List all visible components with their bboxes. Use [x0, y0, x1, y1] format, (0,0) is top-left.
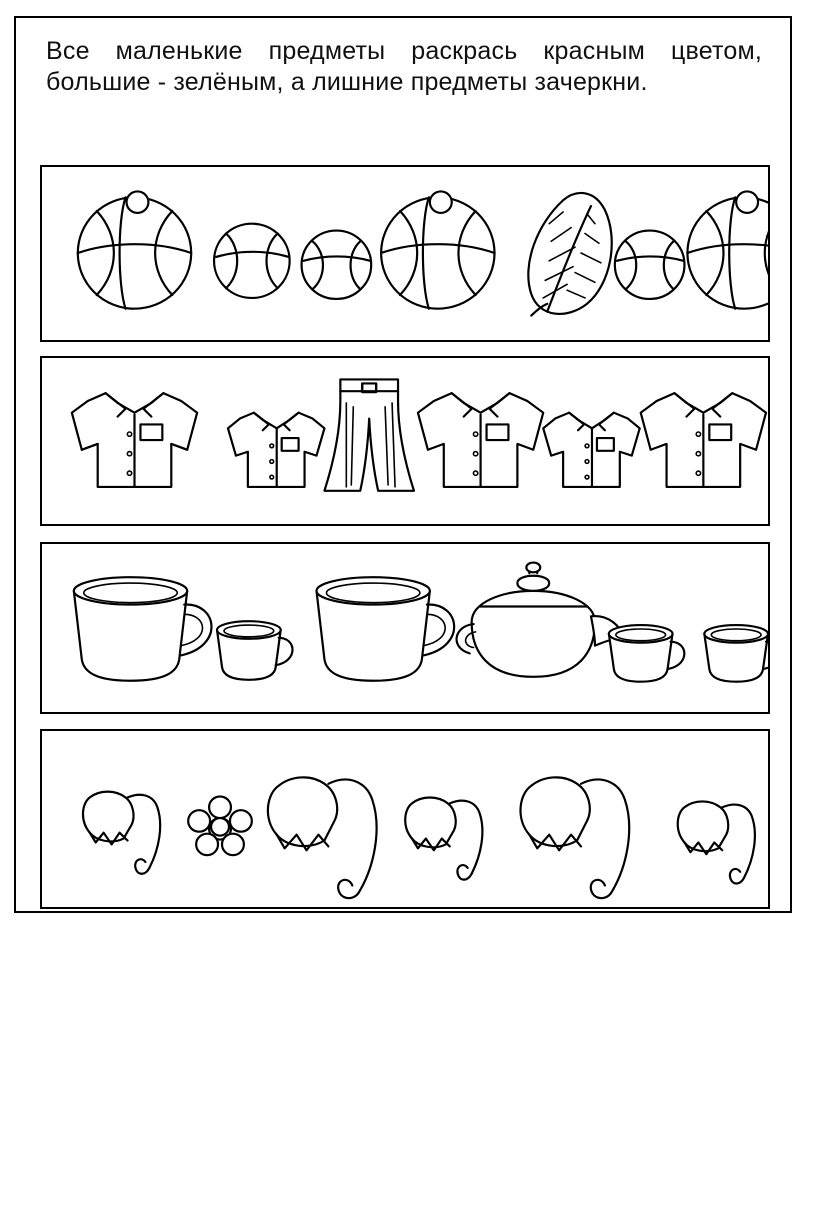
cup-small-icon	[609, 625, 684, 682]
leaf-icon	[528, 193, 611, 316]
cup-large-icon	[316, 577, 454, 681]
shirt-small-icon	[543, 413, 639, 487]
ball-large-icon	[78, 191, 191, 308]
cup-small-icon	[217, 621, 292, 680]
shirt-large-icon	[418, 393, 543, 487]
cup-small-icon	[704, 625, 768, 682]
instruction-text: Все маленькие предметы раскрась красным цветом, большие - зелёным, а лишние предметы зачеркни.	[46, 37, 762, 96]
ball-small-icon	[615, 231, 685, 299]
ball-small-icon	[214, 224, 290, 298]
shirt-large-icon	[72, 393, 197, 487]
shirt-small-icon	[228, 413, 324, 487]
worksheet-frame	[14, 16, 792, 913]
trousers-icon	[324, 379, 414, 490]
bluebell-large-icon	[268, 777, 377, 898]
ball-small-icon	[302, 231, 372, 299]
bluebell-small-icon	[405, 797, 482, 879]
bluebell-small-icon	[83, 792, 160, 874]
teapot-icon	[457, 563, 625, 677]
row-cups	[40, 542, 770, 714]
cup-large-icon	[74, 577, 212, 681]
shirt-large-icon	[641, 393, 766, 487]
ball-large-icon	[381, 191, 494, 308]
daisy-icon	[188, 797, 252, 856]
bluebell-small-icon	[678, 801, 755, 883]
row-clothes	[40, 356, 770, 526]
row-flowers	[40, 729, 770, 909]
ball-large-icon	[687, 191, 768, 308]
bluebell-large-icon	[520, 777, 629, 898]
row-balls	[40, 165, 770, 342]
